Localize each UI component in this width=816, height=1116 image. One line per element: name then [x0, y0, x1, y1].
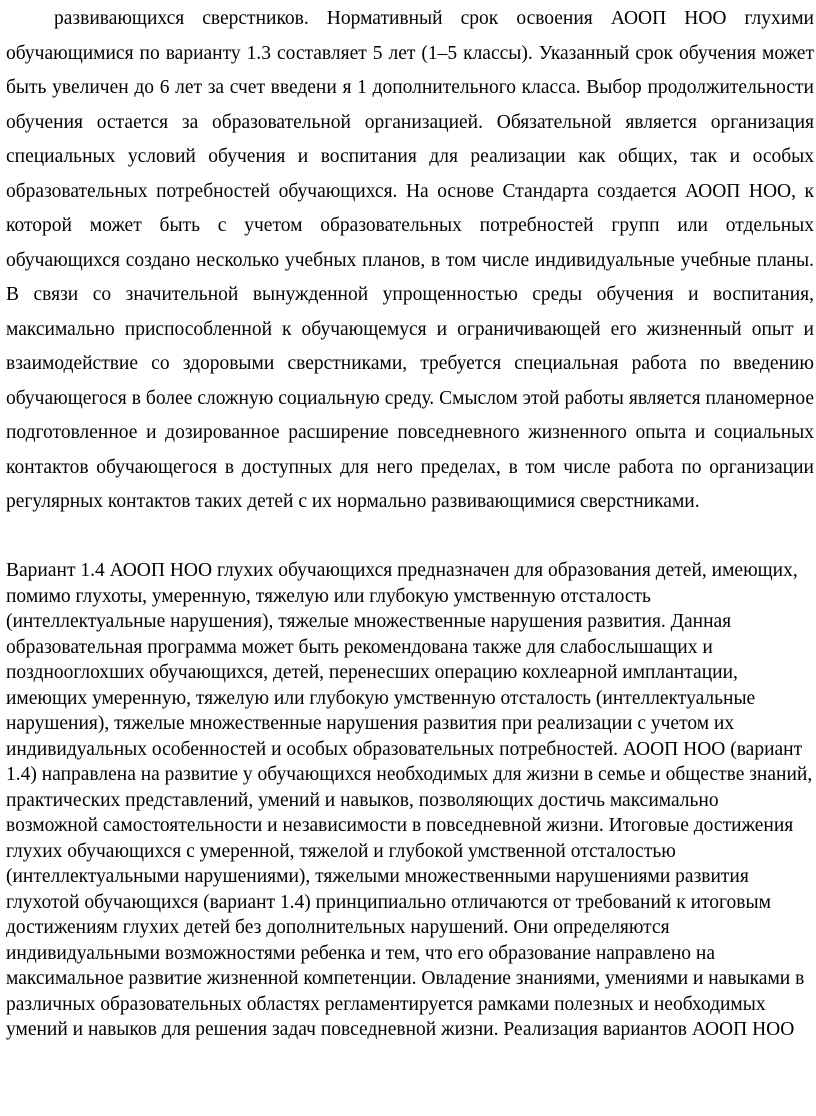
paragraph-variant-1-4: Вариант 1.4 АООП НОО глухих обучающихся предназначен для образования детей, имеющих, помимо глухоты, умеренную, тяжелую или глубокую умственную отсталость (интеллектуальные нарушения), тяжелые множественные нарушения развития. Данная образовательная программа может быть рекомендована также для слабослышащих и позднооглохших обучающихся, детей, перенесших операцию кохлеарной имплантации, имеющих умеренную, тяжелую или глубокую умственную отсталость (интеллектуальные нарушения), тяжелые множественные нарушения развития при реализации с учетом их индивидуальных особенностей и особых образовательных потребностей. АООП НОО (вариант 1.4) направлена на развитие у обучающихся необходимых для жизни в семье и обществе знаний, практических представлений, умений и навыков, позволяющих достичь максимально возможной самостоятельности и независимости в повседневной жизни. Итоговые достижения глухих обучающихся с умеренной, тяжелой и глубокой умственной отсталостью (интеллектуальными нарушениями), тяжелыми множественными нарушениями развития глухотой обучающихся (вариант 1.4) принципиально отличаются от требований к итоговым достижениям глухих детей без дополнительных нарушений. Они определяются индивидуальными возможностями ребенка и тем, что его образование направлено на максимальное развитие жизненной компетенции. Овладение знаниями, умениями и навыками в различных образовательных областях регламентируется рамками полезных и необходимых умений и навыков для решения задач повседневной жизни. Реализация вариантов АООП НОО	[6, 560, 813, 1040]
paragraph-continuation: развивающихся сверстников. Нормативный срок освоения АООП НОО глухими обучающимися по варианту 1.3 составляет 5 лет (1–5 классы). Указанный срок обучения может быть увеличен до 6 лет за счет введени я 1 дополнительного класса. Выбор продолжительности обучения остается за образовательной организацией. Обязательной является организация специальных условий обучения и воспитания для реализации как общих, так и особых образовательных потребностей обучающихся. На основе Стандарта создается АООП НОО, к которой может быть с учетом образовательных потребностей групп или отдельных обучающихся создано несколько учебных планов, в том числе индивидуальные учебные планы. В связи со значительной вынужденной упрощенностью среды обучения и воспитания, максимально приспособленной к обучающемуся и ограничивающей его жизненный опыт и взаимодействие со здоровыми сверстниками, требуется специальная работа по введению обучающегося в более сложную социальную среду. Смыслом этой работы является планомерное подготовленное и дозированное расширение повседневного жизненного опыта и социальных контактов обучающегося в доступных для него пределах, в том числе работа по организации регулярных контактов таких детей с их нормально развивающимися сверстниками.	[6, 8, 814, 512]
